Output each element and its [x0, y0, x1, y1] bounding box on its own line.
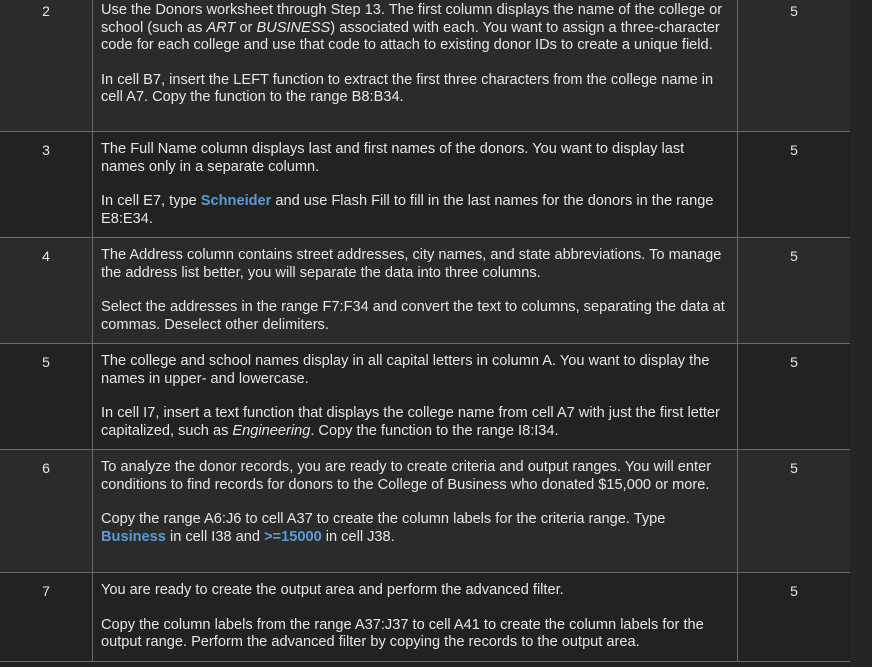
step-description	[101, 582, 731, 652]
description-text: The college and school names display in all capital letters in column A. You want to display the names in upper- and lowercase.	[101, 353, 710, 387]
description-text: or	[235, 19, 257, 36]
points-value: 5	[790, 248, 798, 264]
step-description	[101, 141, 731, 228]
points-value: 5	[790, 583, 798, 599]
emphasis-text: ART	[206, 19, 236, 36]
points-value: 5	[790, 3, 798, 19]
description-text: You are ready to create the output area and perform the advanced filter.	[101, 582, 564, 598]
step-number: 5	[42, 354, 50, 370]
column-divider	[92, 573, 93, 661]
step-number: 3	[42, 142, 50, 158]
description-text: . Copy the function to the range I8:I34.	[310, 422, 559, 439]
right-margin	[850, 0, 872, 667]
highlight-text: >=15000	[264, 528, 322, 545]
column-divider	[92, 238, 93, 343]
description-text: In cell E7, type	[101, 193, 201, 209]
description-text: In cell I7, insert a text function that displays the college name from cell A7 with just the first letter capitalized, such as	[101, 405, 720, 439]
points-value: 5	[790, 460, 798, 476]
description-text: In cell B7, insert the LEFT function to extract the first three characters from the college name in cell A7. Copy the function to the range B8:B34.	[101, 71, 714, 105]
description-text: in cell J38.	[321, 528, 395, 545]
description-text: To analyze the donor records, you are ready to create criteria and output ranges. You will enter conditions to find records for donors to the College of Business who donated $15,000 or more.	[101, 459, 712, 493]
table-row	[0, 238, 872, 344]
column-divider	[92, 0, 93, 131]
column-divider	[92, 450, 93, 572]
points-value: 5	[790, 354, 798, 370]
description-text: Use the Donors worksheet through Step 13. The first column displays the name of the college or school (such as	[101, 2, 723, 36]
column-divider	[92, 132, 93, 237]
table-row	[0, 132, 872, 238]
description-text: Copy the range A6:J6 to cell A37 to create the column labels for the criteria range. Type	[101, 511, 666, 527]
table-row	[0, 573, 872, 662]
column-divider	[92, 344, 93, 449]
description-text: The Address column contains street addresses, city names, and state abbreviations. To manage the address list better, you will separate the data into three columns.	[101, 247, 722, 281]
table-row	[0, 450, 872, 573]
step-number: 4	[42, 248, 50, 264]
step-number: 6	[42, 460, 50, 476]
description-text: in cell I38 and	[165, 528, 265, 545]
description-text: ) associated with each. You want to assign a three-character code for each college and use that code to attach to existing donor IDs to create a unique field.	[101, 19, 720, 53]
highlight-text: Business	[101, 528, 166, 545]
column-divider	[737, 0, 738, 131]
description-text: Select the addresses in the range F7:F34 and convert the text to columns, separating the data at commas. Deselect other delimiters.	[101, 299, 725, 333]
description-text: The Full Name column displays last and first names of the donors. You want to display last names only in a separate column.	[101, 141, 685, 175]
highlight-text: Schneider	[200, 193, 272, 209]
step-number: 7	[42, 583, 50, 599]
description-text: Copy the column labels from the range A37:J37 to cell A41 to create the column labels for the output range. Perform the advanced filter by copying the records to the output area.	[101, 616, 704, 650]
step-description	[101, 247, 731, 334]
description-text: and use Flash Fill to fill in the last names for the donors in the range E8:E34.	[101, 193, 714, 227]
step-description	[101, 459, 731, 546]
table-row	[0, 344, 872, 450]
table-row	[0, 0, 872, 132]
emphasis-text: Engineering	[232, 422, 311, 439]
emphasis-text: BUSINESS	[256, 19, 331, 36]
step-description	[101, 353, 731, 440]
step-description	[101, 2, 731, 107]
points-value: 5	[790, 142, 798, 158]
step-number: 2	[42, 3, 50, 19]
